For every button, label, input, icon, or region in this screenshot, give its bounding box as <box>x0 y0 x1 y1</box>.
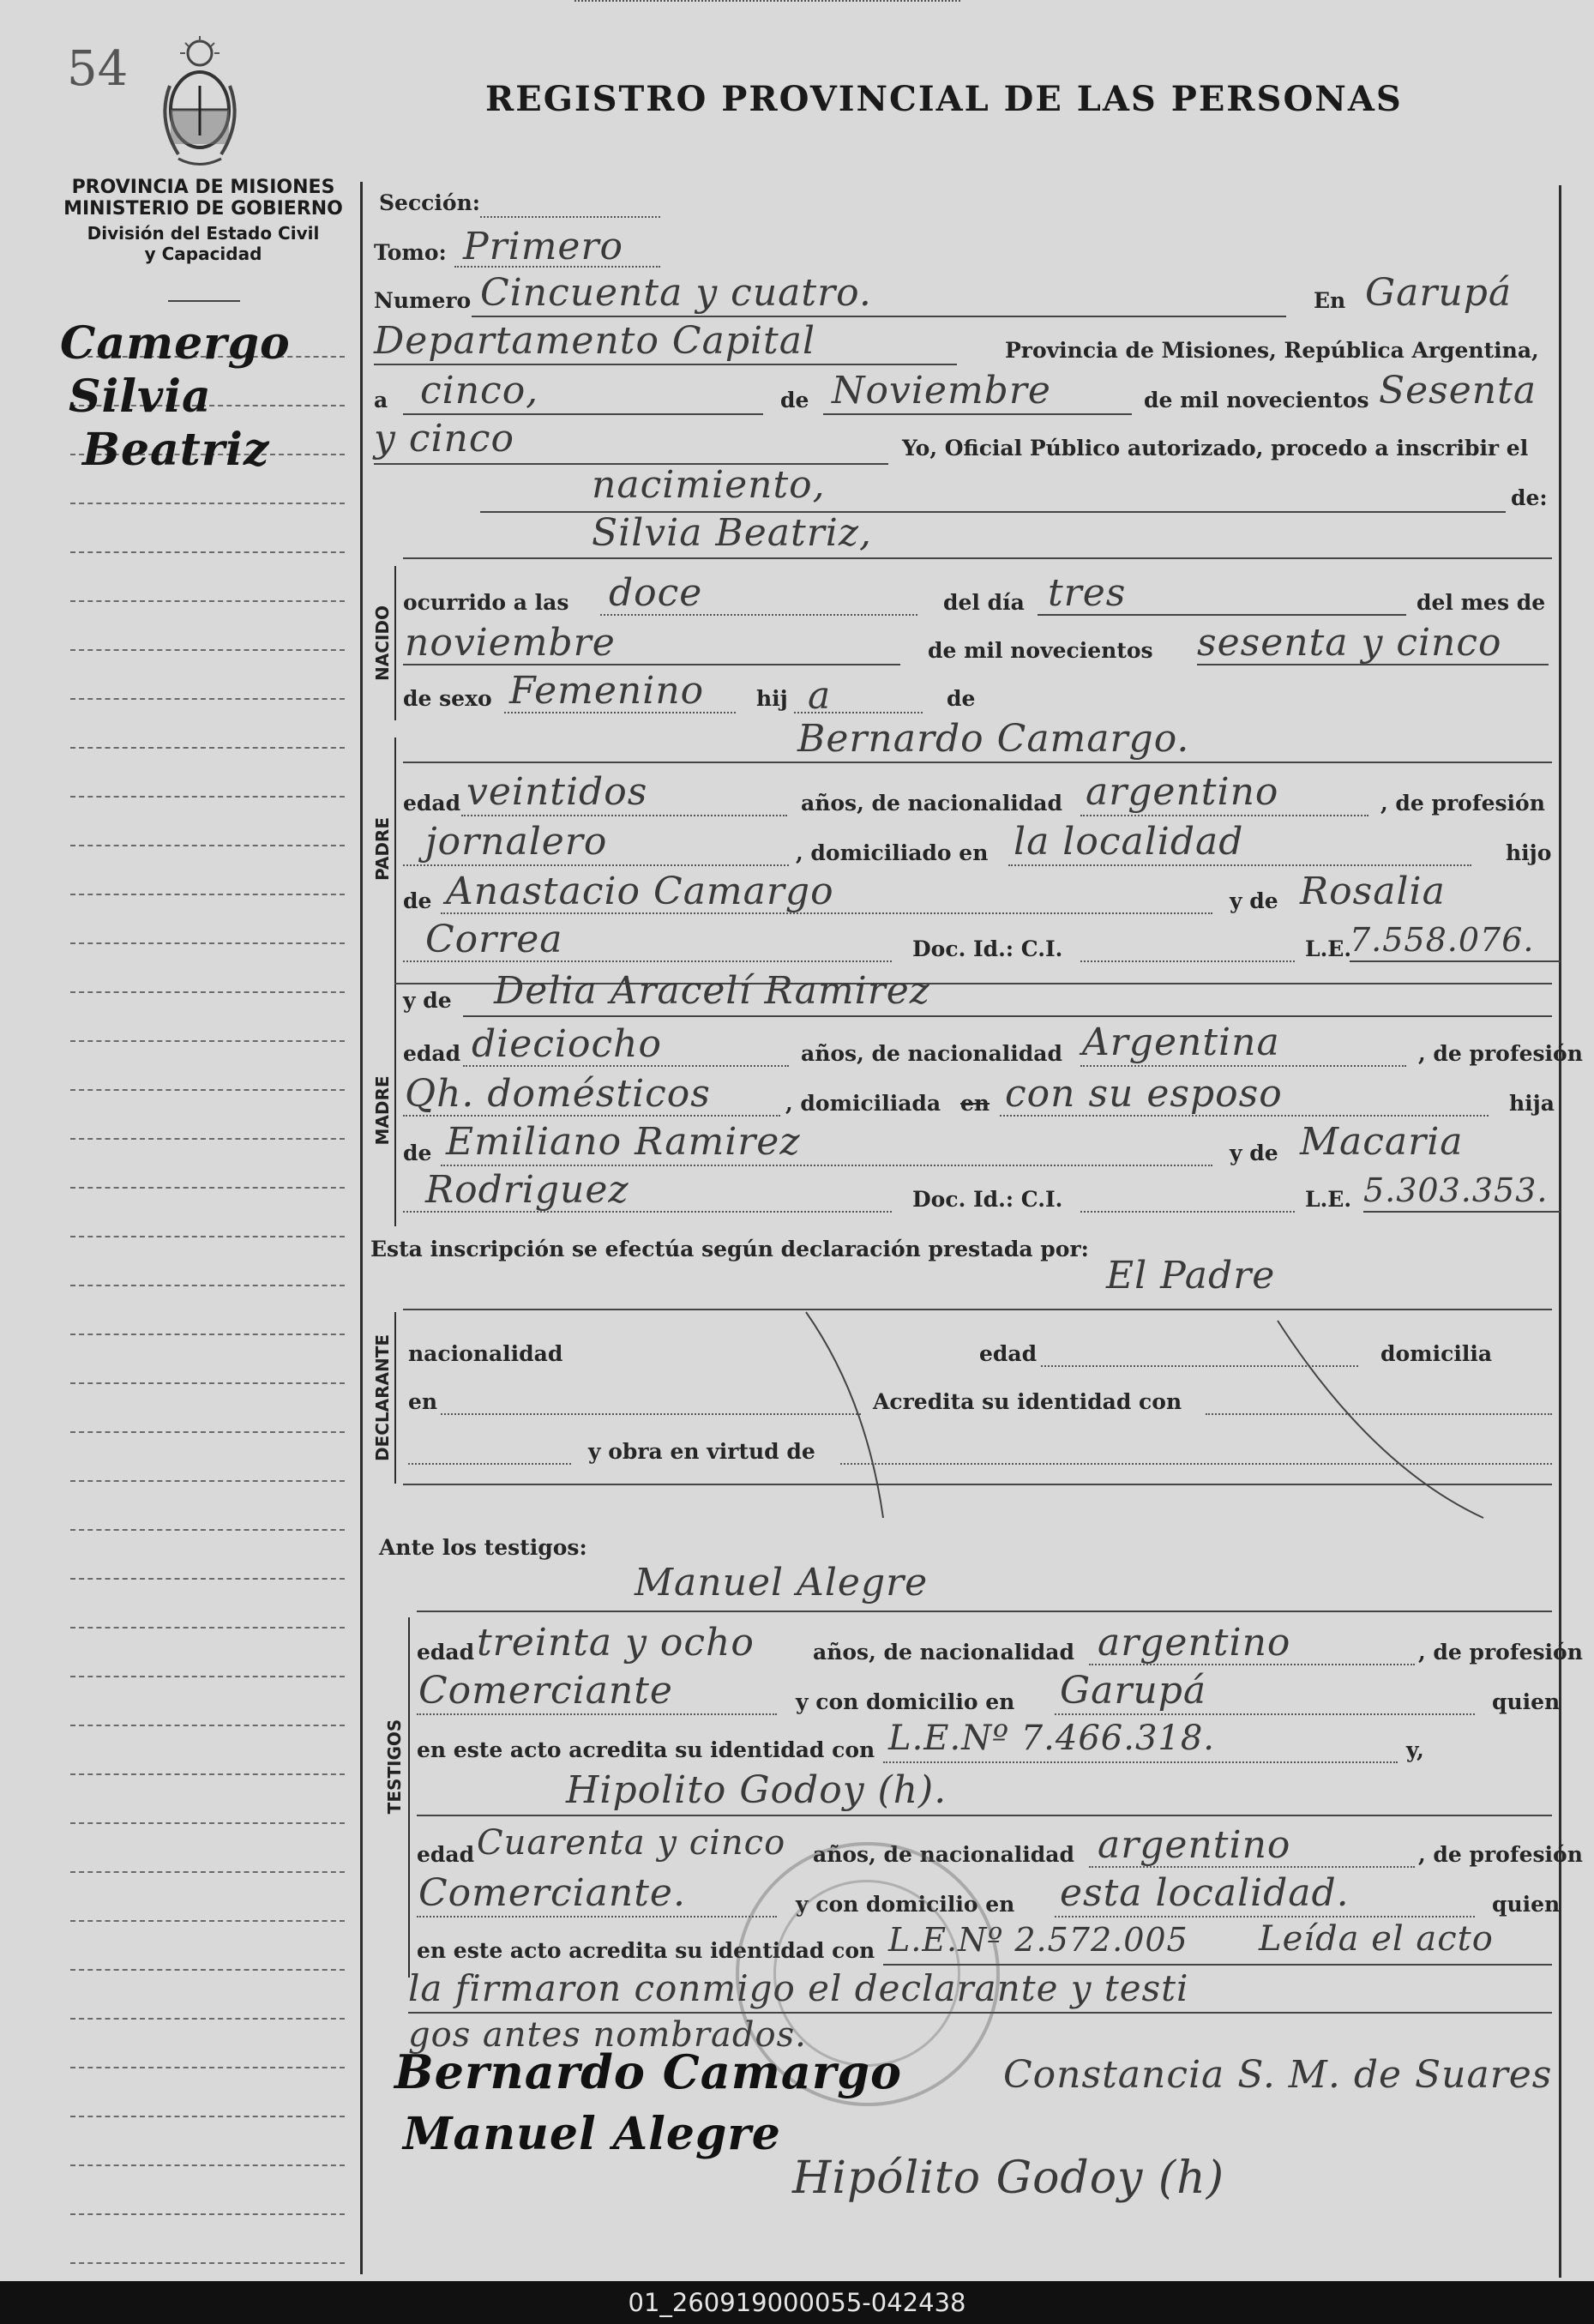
label-declaracion: Esta inscripción se efectúa según declaración prestada por: <box>370 1237 1089 1261</box>
label-decl-acredita: Acredita su identidad con <box>873 1389 1182 1414</box>
header-line-division: División del Estado Civil <box>87 223 320 244</box>
label-padre-le: L.E. <box>1305 936 1352 961</box>
label-de-padres: de <box>947 686 976 711</box>
value-padre-profesion: jornalero <box>425 820 608 864</box>
margin-line <box>70 1480 345 1482</box>
signature-manuel: Manuel Alegre <box>403 2108 781 2160</box>
value-t1-doc: L.E.Nº 7.466.318. <box>888 1719 1216 1758</box>
value-padre-nacionalidad: argentino <box>1086 770 1279 814</box>
value-testigo-1: Manuel Alegre <box>635 1561 929 1605</box>
margin-line <box>70 2018 345 2020</box>
label-t2-nacionalidad: años, de nacionalidad <box>813 1842 1074 1867</box>
label-padre-de: de <box>403 888 432 913</box>
value-padre-de: Anastacio Camargo <box>446 870 834 913</box>
label-a: a <box>374 388 388 412</box>
label-provincia: Provincia de Misiones, República Argentina, <box>1005 338 1539 363</box>
margin-first-name: Silvia <box>69 370 212 423</box>
value-madre-le: 5.303.353. <box>1363 1171 1549 1209</box>
label-ante-testigos: Ante los testigos: <box>379 1535 587 1560</box>
value-t1-nacionalidad: argentino <box>1098 1621 1291 1665</box>
label-padre-hijo: hijo <box>1506 840 1552 865</box>
label-t2-domicilio: y con domicilio en <box>796 1892 1015 1917</box>
margin-line <box>70 1969 345 1971</box>
label-padre-y-de: y de <box>1230 888 1278 913</box>
value-numero: Cincuenta y cuatro. <box>480 271 872 315</box>
value-t2-profesion: Comerciante. <box>418 1871 686 1915</box>
section-label-nacido: NACIDO <box>372 605 393 681</box>
value-madre-edad: dieciocho <box>472 1022 662 1066</box>
header-left-block <box>62 177 345 264</box>
label-numero: Numero <box>374 288 472 313</box>
header-line-capacity: y Capacidad <box>144 244 262 264</box>
value-padre-y-de-2: Correa <box>425 918 563 961</box>
label-decl-obra: y obra en virtud de <box>588 1439 815 1464</box>
label-madre-edad: edad <box>403 1041 461 1066</box>
margin-line <box>70 1138 345 1140</box>
label-de-mil-novecientos: de mil novecientos <box>1144 388 1369 412</box>
label-madre-profesion: , de profesión <box>1418 1041 1583 1066</box>
value-padre-nombre: Bernardo Camargo. <box>797 717 1190 761</box>
value-cierre-3: gos antes nombrados. <box>408 2015 807 2055</box>
margin-line <box>70 2262 345 2264</box>
margin-line <box>70 649 345 651</box>
margin-line <box>70 503 345 504</box>
value-t2-doc: L.E.Nº 2.572.005 <box>888 1921 1188 1959</box>
margin-line <box>70 796 345 798</box>
value-t1-profesion: Comerciante <box>418 1669 673 1713</box>
value-padre-y-de: Rosalia <box>1300 870 1446 913</box>
value-t1-edad: treinta y ocho <box>477 1621 755 1665</box>
value-madre-nombre: Delia Aracelí Ramirez <box>494 969 930 1013</box>
value-t2-nacionalidad: argentino <box>1098 1823 1291 1867</box>
label-madre-nacionalidad: años, de nacionalidad <box>801 1041 1062 1066</box>
label-ocurrido: ocurrido a las <box>403 590 569 615</box>
label-padre-profesion: , de profesión <box>1380 791 1545 816</box>
label-madre-de: de <box>403 1141 432 1165</box>
margin-line <box>70 1187 345 1189</box>
margin-line <box>70 551 345 553</box>
label-seccion: Sección: <box>379 190 480 215</box>
margin-line <box>70 1529 345 1531</box>
signature-bernardo: Bernardo Camargo <box>394 2044 903 2099</box>
margin-line <box>70 2164 345 2166</box>
label-decl-domicilia: domicilia <box>1380 1341 1493 1366</box>
value-madre-y-de: Macaria <box>1300 1120 1464 1164</box>
value-padre-le: 7.558.076. <box>1350 921 1535 959</box>
value-anio-2: y cinco <box>374 417 515 461</box>
margin-line <box>70 2067 345 2068</box>
label-hij: hij <box>756 686 788 711</box>
value-nombre-nacido: Silvia Beatriz, <box>592 511 872 555</box>
label-madre-en-struck: en <box>960 1091 990 1116</box>
margin-line <box>70 1236 345 1237</box>
footer-code: 01_260919000055-042438 <box>628 2288 966 2317</box>
label-padre-domiciliado: , domiciliado en <box>796 840 989 865</box>
label-t2-quien: quien <box>1492 1892 1561 1917</box>
page-title: REGISTRO PROVINCIAL DE LAS PERSONAS <box>485 79 1403 119</box>
label-tomo: Tomo: <box>374 240 447 265</box>
value-mes-inscripcion: Noviembre <box>832 369 1051 412</box>
section-label-declarante: DECLARANTE <box>372 1334 393 1462</box>
value-madre-domicilio: con su esposo <box>1005 1072 1283 1116</box>
section-label-madre: MADRE <box>372 1075 393 1146</box>
label-t1-acredita: en este acto acredita su identidad con <box>417 1737 875 1762</box>
section-label-testigos: TESTIGOS <box>384 1719 405 1815</box>
value-hora: doce <box>609 571 703 615</box>
label-t1-edad: edad <box>417 1640 475 1665</box>
label-t1-quien: quien <box>1492 1689 1561 1714</box>
label-t1-profesion: , de profesión <box>1418 1640 1583 1665</box>
label-en: En <box>1314 288 1346 313</box>
label-t1-domicilio: y con domicilio en <box>796 1689 1015 1714</box>
margin-line <box>70 1920 345 1922</box>
value-testigo-2: Hipolito Godoy (h). <box>566 1768 947 1812</box>
page-number: 54 <box>67 41 129 97</box>
label-madre-hija: hija <box>1509 1091 1555 1116</box>
label-madre-y-de-2: y de <box>1230 1141 1278 1165</box>
margin-line <box>70 845 345 846</box>
label-yo-oficial: Yo, Oficial Público autorizado, procedo a inscribir el <box>902 436 1529 461</box>
value-mes-nacimiento: noviembre <box>405 621 616 665</box>
header-line-ministry: MINISTERIO DE GOBIERNO <box>63 198 343 220</box>
label-t2-profesion: , de profesión <box>1418 1842 1583 1867</box>
label-madre-y-de: y de <box>403 988 452 1013</box>
label-padre-edad: edad <box>403 791 461 816</box>
value-t1-domicilio: Garupá <box>1060 1669 1207 1713</box>
label-de-mil-novecientos-2: de mil novecientos <box>928 638 1153 663</box>
margin-line <box>70 1382 345 1384</box>
label-padre-nacionalidad: años, de nacionalidad <box>801 791 1062 816</box>
margin-line <box>70 698 345 700</box>
margin-line <box>70 1578 345 1580</box>
margin-surname: Camergo <box>60 317 291 370</box>
label-de-colon: de: <box>1511 485 1548 510</box>
margin-line <box>70 1773 345 1775</box>
margin-line <box>70 1871 345 1873</box>
cancel-stroke-right <box>1269 1312 1501 1526</box>
value-declarante: El Padre <box>1106 1254 1276 1297</box>
margin-line <box>70 942 345 944</box>
margin-line <box>70 1285 345 1286</box>
value-t2-domicilio: esta localidad. <box>1060 1871 1350 1915</box>
label-de-sexo: de sexo <box>403 686 492 711</box>
label-decl-edad: edad <box>979 1341 1038 1366</box>
margin-line <box>70 747 345 749</box>
value-madre-y-de-2: Rodriguez <box>425 1168 629 1212</box>
margin-line <box>70 1725 345 1726</box>
value-padre-edad: veintidos <box>466 770 648 814</box>
value-anio-nacimiento: sesenta y cinco <box>1197 621 1502 665</box>
value-hij-suffix: a <box>808 674 832 718</box>
margin-line <box>70 1822 345 1824</box>
section-label-padre: PADRE <box>372 817 393 881</box>
margin-middle-name: Beatriz <box>82 424 270 476</box>
value-sexo: Femenino <box>509 669 705 713</box>
coat-of-arms-icon <box>153 34 247 172</box>
label-de-mes: de <box>780 388 809 412</box>
margin-line <box>70 991 345 993</box>
label-t1-y: y, <box>1406 1737 1424 1762</box>
value-madre-de: Emiliano Ramirez <box>446 1120 801 1164</box>
label-madre-le: L.E. <box>1305 1187 1352 1212</box>
value-dia-inscripcion: cinco, <box>420 369 539 412</box>
value-dia-nacimiento: tres <box>1048 571 1127 615</box>
value-tomo: Primero <box>463 225 623 268</box>
label-del-mes-de: del mes de <box>1417 590 1546 615</box>
margin-line <box>70 1676 345 1677</box>
signature-hipolito: Hipólito Godoy (h) <box>792 2152 1224 2204</box>
label-decl-nacionalidad: nacionalidad <box>408 1341 563 1366</box>
margin-line <box>70 2213 345 2215</box>
label-padre-doc: Doc. Id.: C.I. <box>912 936 1063 961</box>
value-madre-profesion: Qh. domésticos <box>405 1072 711 1116</box>
label-madre-domiciliada: , domiciliada <box>785 1091 941 1116</box>
value-cierre-1: Leída el acto <box>1259 1919 1494 1959</box>
value-anio-1: Sesenta <box>1379 369 1537 412</box>
margin-line <box>70 600 345 602</box>
value-cierre-2: la firmaron conmigo el declarante y testi <box>408 1967 1189 2009</box>
margin-line <box>70 894 345 895</box>
label-t2-edad: edad <box>417 1842 475 1867</box>
label-madre-doc: Doc. Id.: C.I. <box>912 1187 1063 1212</box>
value-acto: nacimiento, <box>592 463 826 507</box>
label-del-dia: del día <box>943 590 1025 615</box>
value-en: Garupá <box>1365 271 1513 315</box>
header-line-province: PROVINCIA DE MISIONES <box>71 177 335 198</box>
value-t2-edad: Cuarenta y cinco <box>477 1823 786 1863</box>
value-departamento: Departamento Capital <box>374 319 816 363</box>
label-decl-en: en <box>408 1389 438 1414</box>
cancel-stroke-left <box>789 1303 917 1535</box>
margin-line <box>70 1334 345 1335</box>
label-t1-nacionalidad: años, de nacionalidad <box>813 1640 1074 1665</box>
value-padre-domicilio: la localidad <box>1014 820 1244 864</box>
signature-constancia: Constancia S. M. de Suares <box>1003 2053 1553 2097</box>
margin-line <box>70 2116 345 2117</box>
label-t2-acredita: en este acto acredita su identidad con <box>417 1938 875 1963</box>
margin-line <box>70 1089 345 1091</box>
value-madre-nacionalidad: Argentina <box>1082 1021 1280 1064</box>
margin-line <box>70 1627 345 1629</box>
margin-line <box>70 1431 345 1433</box>
margin-line <box>70 1040 345 1042</box>
